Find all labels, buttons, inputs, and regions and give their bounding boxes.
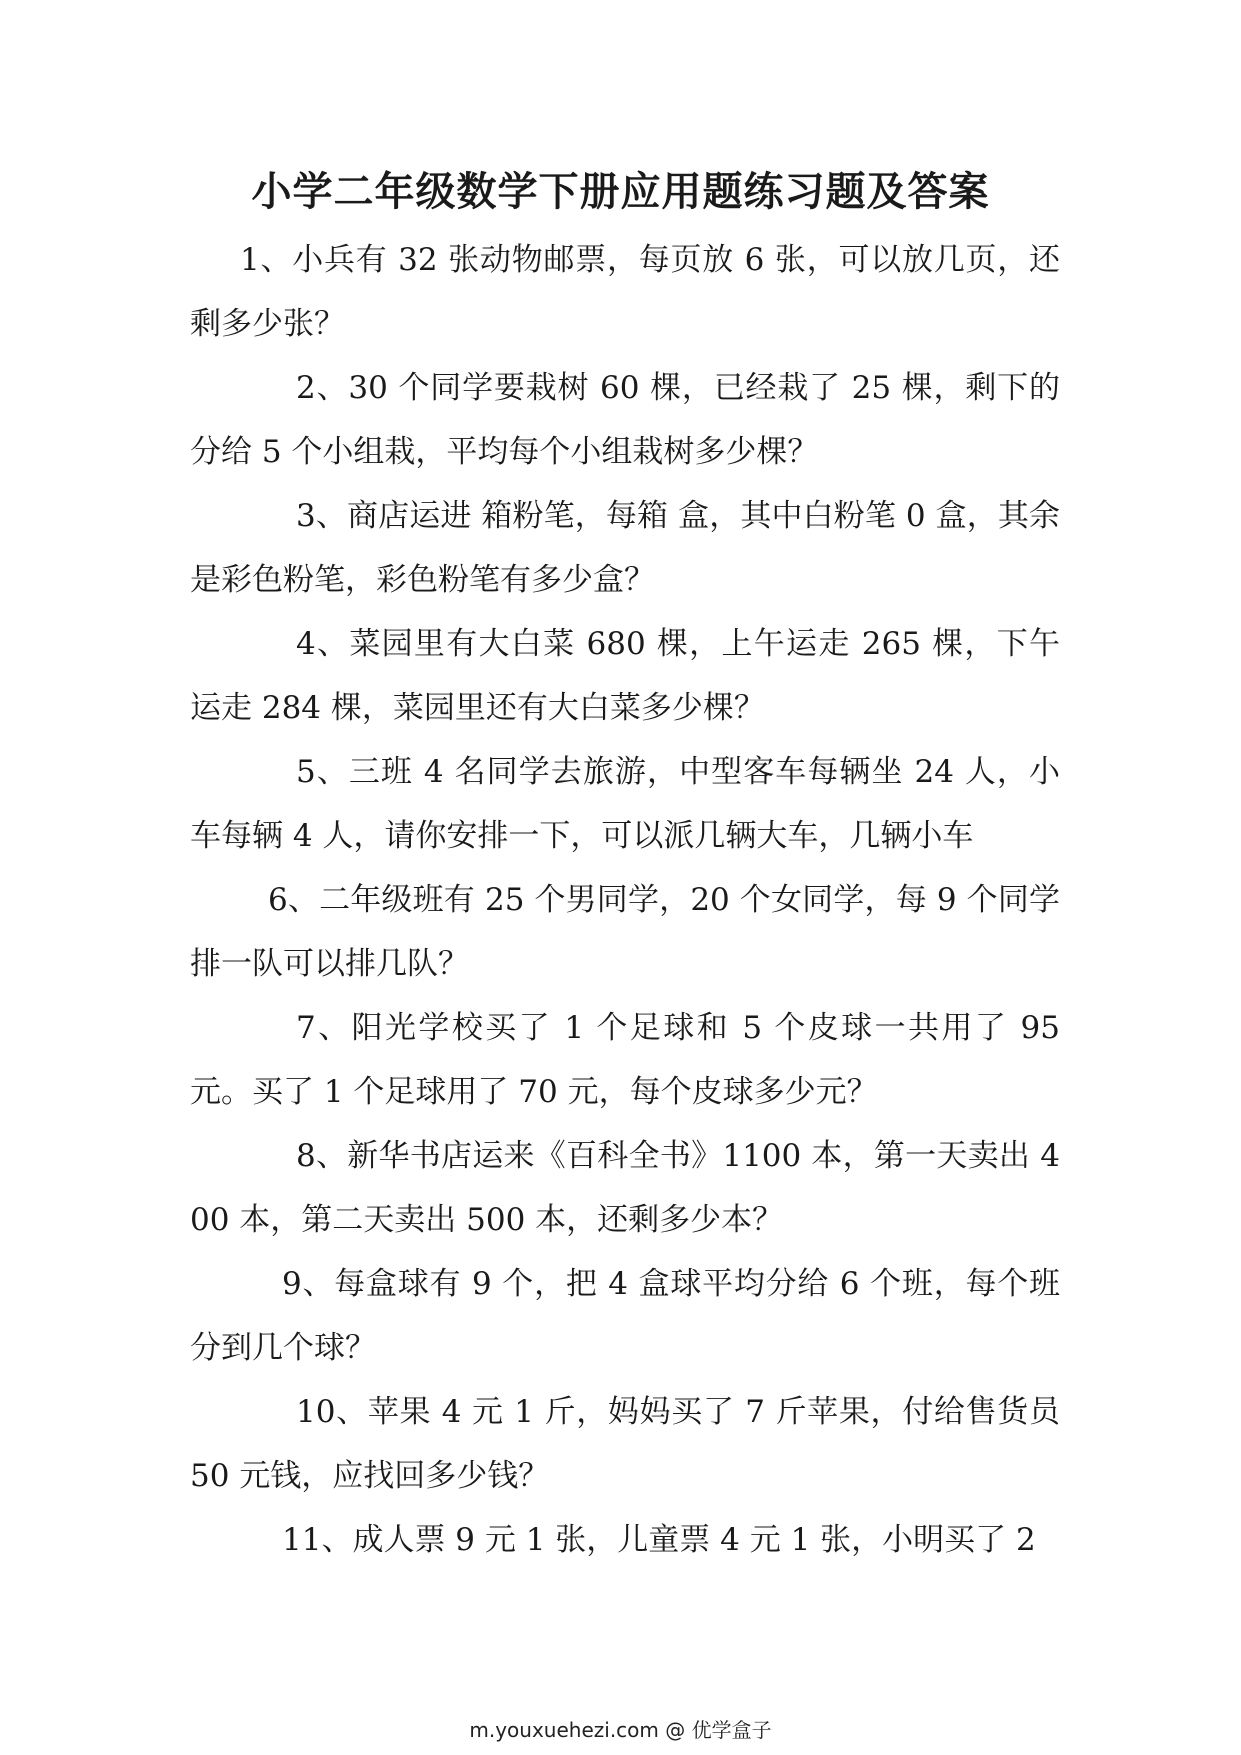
problem-2: 2、30 个同学要栽树 60 棵，已经栽了 25 棵，剩下的分给 5 个小组栽，平均每个小组栽树多少棵？	[190, 370, 1060, 470]
problem-1: 1、小兵有 32 张动物邮票，每页放 6 张，可以放几页，还剩多少张？	[190, 242, 1060, 342]
page-title: 小学二年级数学下册应用题练习题及答案	[251, 168, 990, 215]
problem-3: 3、商店运进 箱粉笔，每箱 盒，其中白粉笔 0 盒，其余是彩色粉笔，彩色粉笔有多少盒？	[190, 498, 1060, 598]
problem-7: 7、阳光学校买了 1 个足球和 5 个皮球一共用了 95 元。买了 1 个足球用了 70 元，每个皮球多少元？	[190, 1010, 1060, 1110]
problem-6: 6、二年级班有 25 个男同学，20 个女同学，每 9 个同学排一队可以排几队？	[190, 882, 1060, 982]
problem-10: 10、苹果 4 元 1 斤，妈妈买了 7 斤苹果，付给售货员 50 元钱，应找回多少钱？	[190, 1394, 1060, 1494]
problem-8: 8、新华书店运来《百科全书》1100 本，第一天卖出 400 本，第二天卖出 500 本，还剩多少本？	[190, 1138, 1060, 1238]
problem-list	[190, 228, 1060, 1572]
footer-watermark[interactable]: m.youxuehezi.com @ 优学盒子	[469, 1718, 772, 1742]
problem-5: 5、三班 4 名同学去旅游，中型客车每辆坐 24 人，小车每辆 4 人，请你安排一下，可以派几辆大车，几辆小车	[190, 754, 1060, 854]
problem-11: 11、成人票 9 元 1 张，儿童票 4 元 1 张，小明买了 2	[282, 1522, 1036, 1558]
problem-9: 9、每盒球有 9 个，把 4 盒球平均分给 6 个班，每个班分到几个球？	[190, 1266, 1060, 1366]
problem-4: 4、菜园里有大白菜 680 棵，上午运走 265 棵，下午运走 284 棵，菜园里还有大白菜多少棵？	[190, 626, 1060, 726]
